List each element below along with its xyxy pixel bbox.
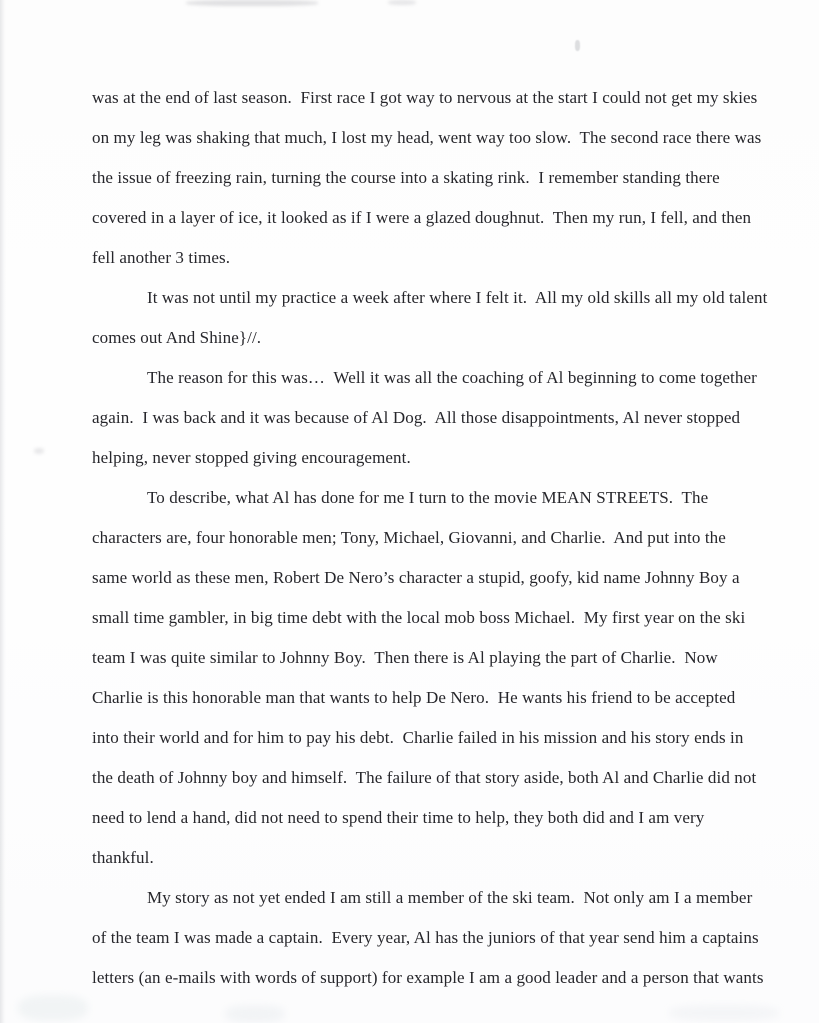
scan-smudge [669,1005,779,1021]
paragraph [92,278,779,358]
scan-smudge [34,448,44,454]
scan-speck [575,40,580,51]
paragraph [92,878,779,998]
text-line: Charlie is this honorable man that wants to help De Nero. He wants his friend to be accepted [92,688,736,707]
text-line: same world as these men, Robert De Nero’s character a stupid, goofy, kid name Johnny Boy a [92,568,740,587]
paragraph [92,478,779,878]
text-line: The reason for this was… Well it was all the coaching of Al beginning to come together [147,368,757,387]
scan-smudge [186,0,318,6]
document-text [92,78,779,998]
text-line: comes out And Shine}//. [92,328,262,347]
text-line: characters are, four honorable men; Tony, Michael, Giovanni, and Charlie. And put into the [92,528,726,547]
text-line: It was not until my practice a week after where I felt it. All my old skills all my old talent [147,288,768,307]
text-line: small time gambler, in big time debt with the local mob boss Michael. My first year on the ski [92,608,746,627]
text-line: the issue of freezing rain, turning the course into a skating rink. I remember standing there [92,168,720,187]
text-line: was at the end of last season. First race I got way to nervous at the start I could not get my skies [92,88,758,107]
text-line: team I was quite similar to Johnny Boy. Then there is Al playing the part of Charlie. Now [92,648,718,667]
scan-smudge [225,1005,285,1023]
scan-edge-shadow [0,0,6,1023]
text-line: fell another 3 times. [92,248,231,267]
text-line: the death of Johnny boy and himself. The failure of that story aside, both Al and Charlie did not [92,768,757,787]
scan-smudge [388,0,416,5]
text-line: My story as not yet ended I am still a member of the ski team. Not only am I a member [147,888,753,907]
paragraph [92,78,779,278]
text-line: helping, never stopped giving encouragement. [92,448,411,467]
text-line: again. I was back and it was because of Al Dog. All those disappointments, Al never stopped [92,408,741,427]
text-line: on my leg was shaking that much, I lost my head, went way too slow. The second race there was [92,128,762,147]
text-line: thankful. [92,848,154,867]
text-line: need to lend a hand, did not need to spend their time to help, they both did and I am very [92,808,705,827]
text-line: of the team I was made a captain. Every year, Al has the juniors of that year send him a captains [92,928,759,947]
paragraph [92,358,779,478]
scan-smudge [18,995,88,1021]
text-line: letters (an e-mails with words of support) for example I am a good leader and a person that wants [92,968,764,987]
text-line: into their world and for him to pay his debt. Charlie failed in his mission and his story ends in [92,728,744,747]
text-line: To describe, what Al has done for me I turn to the movie MEAN STREETS. The [147,488,709,507]
text-line: covered in a layer of ice, it looked as if I were a glazed doughnut. Then my run, I fell, and then [92,208,752,227]
